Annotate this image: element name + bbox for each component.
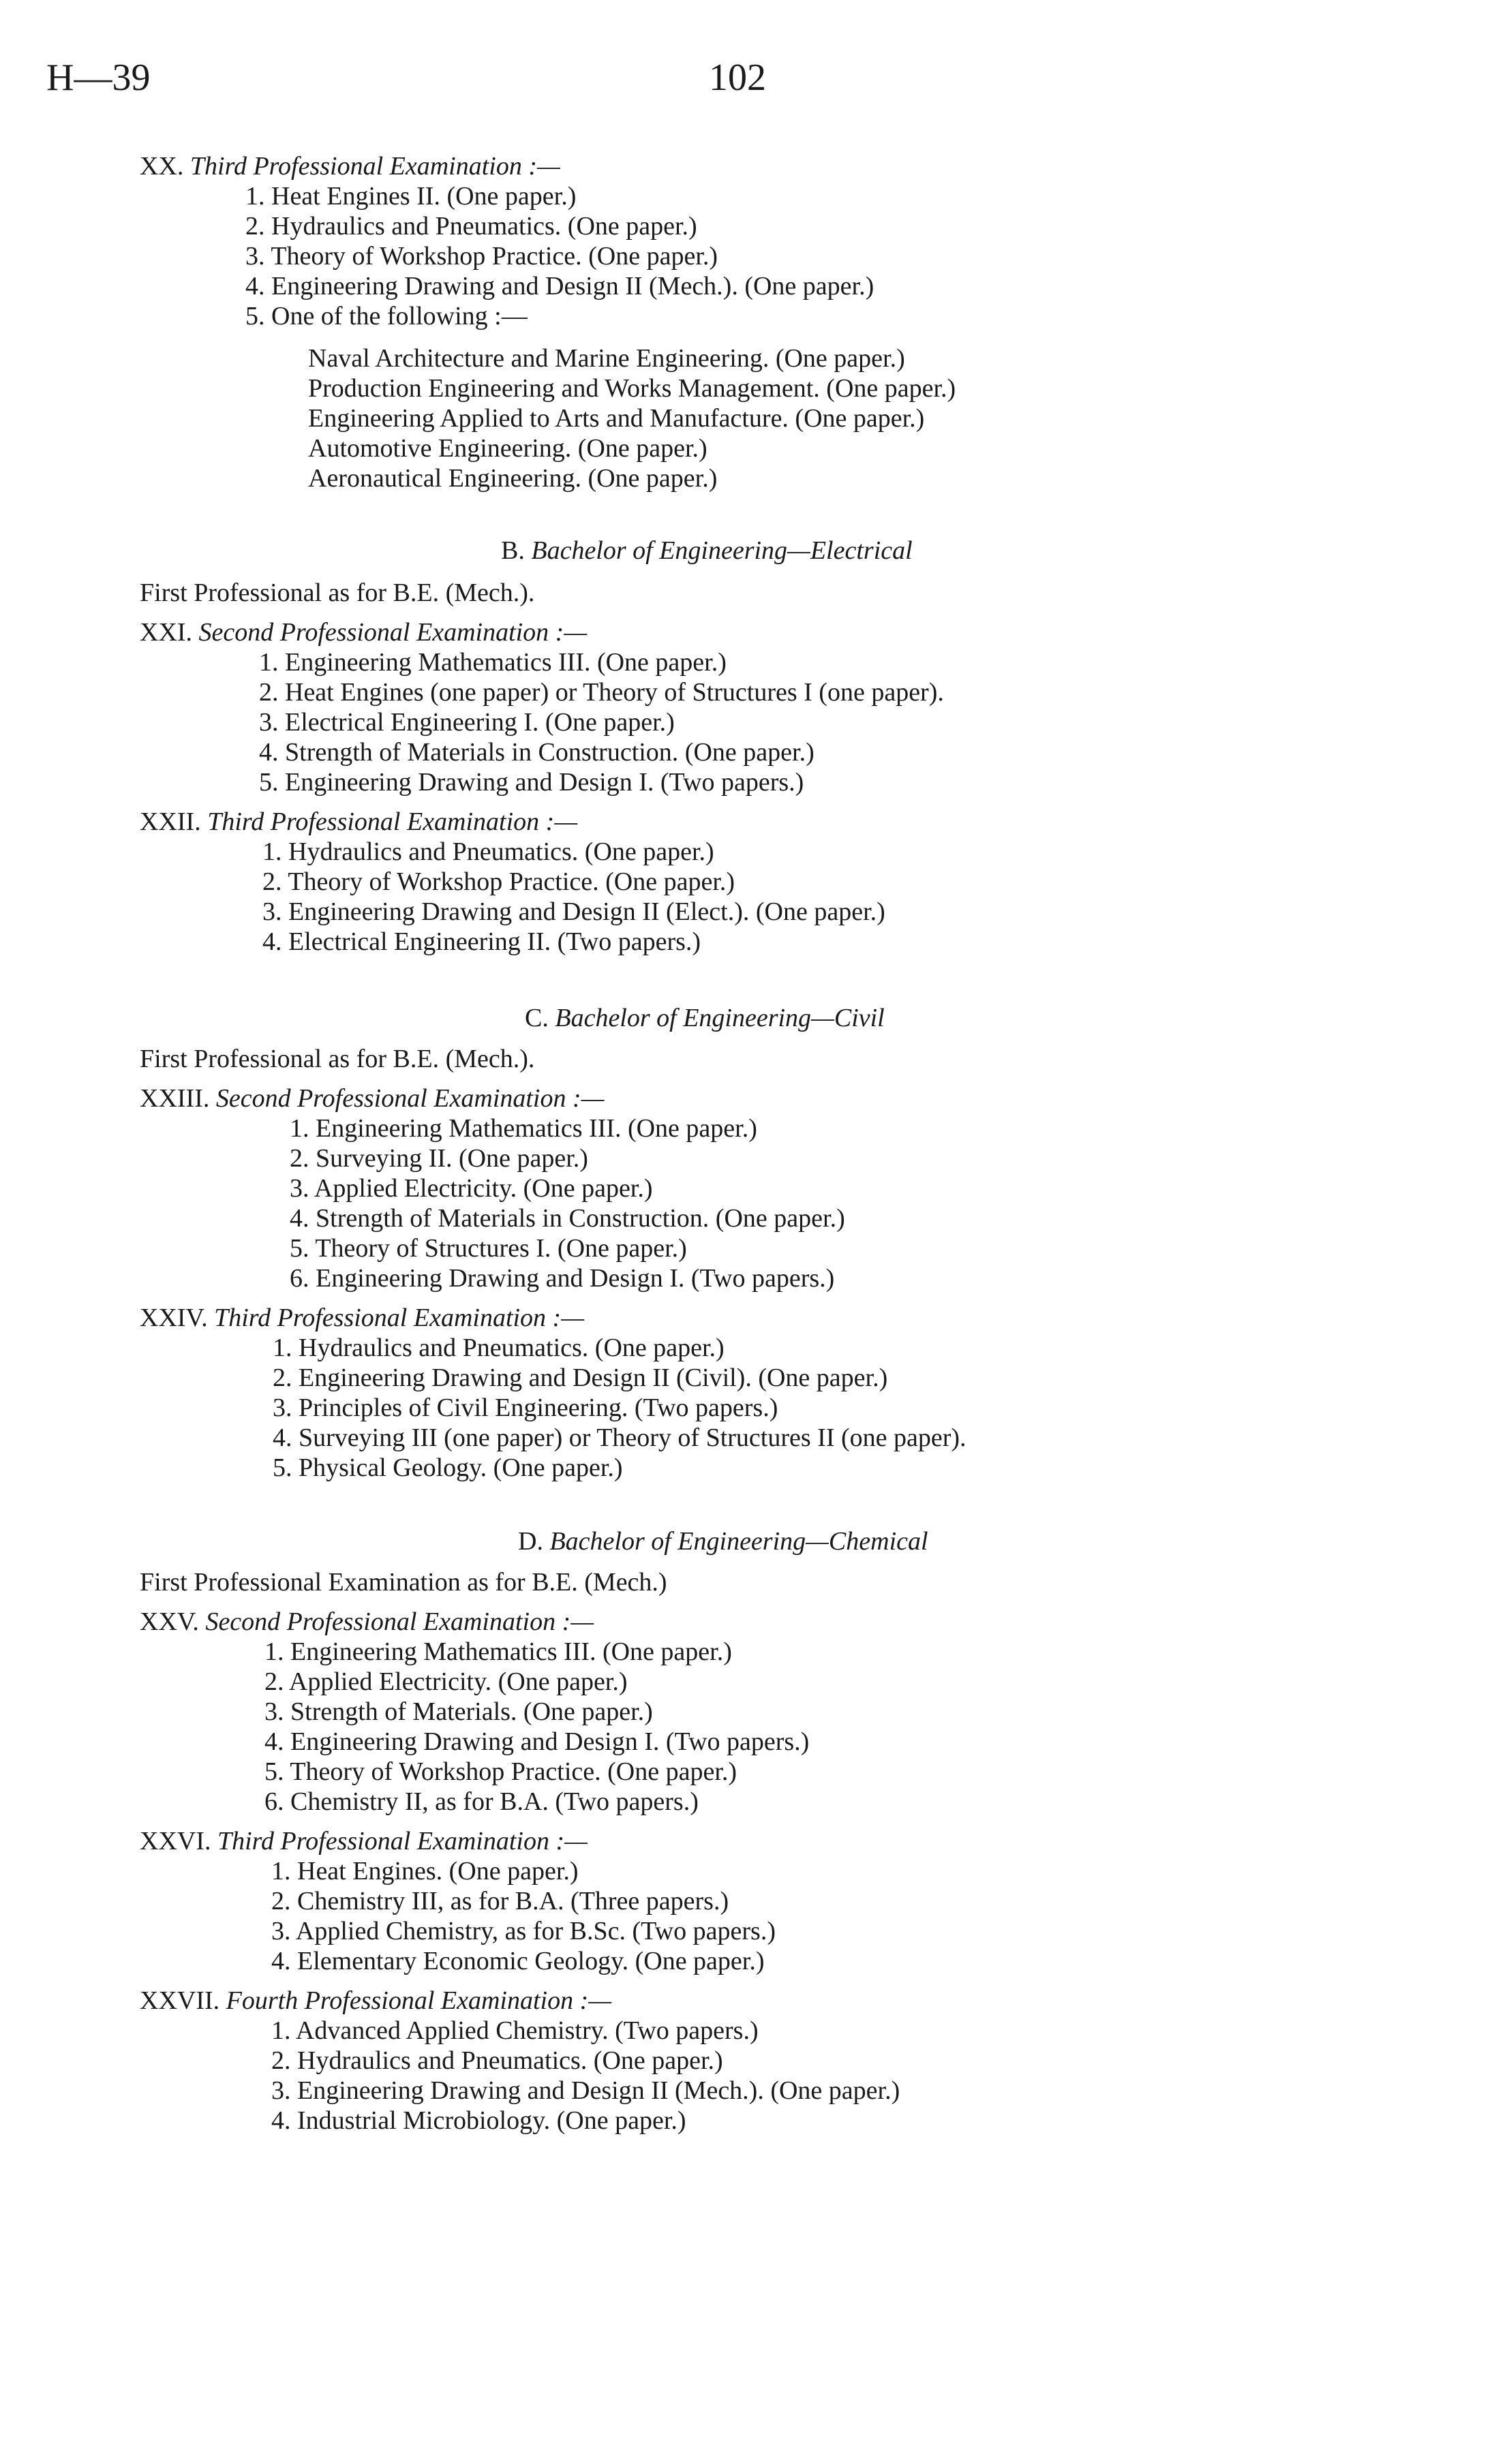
- option-item: Automotive Engineering. (One paper.): [308, 434, 707, 463]
- list-item: 1. Heat Engines. (One paper.): [271, 1857, 579, 1885]
- list-item: 1. Hydraulics and Pneumatics. (One paper.): [273, 1334, 725, 1362]
- list-item: 1. Advanced Applied Chemistry. (Two papers.): [271, 2016, 759, 2045]
- part-letter: C.: [525, 1004, 549, 1032]
- section-numeral: XXIII.: [140, 1084, 210, 1113]
- list-item: 5. Engineering Drawing and Design I. (Two papers.): [259, 768, 804, 797]
- list-item: 2. Applied Electricity. (One paper.): [264, 1667, 628, 1696]
- section-numeral: XX.: [140, 152, 184, 181]
- list-item: 3. Applied Electricity. (One paper.): [290, 1174, 653, 1203]
- list-item: 3. Strength of Materials. (One paper.): [264, 1697, 653, 1726]
- list-item: 4. Elementary Economic Geology. (One paper.): [271, 1947, 765, 1975]
- list-item: 4. Engineering Drawing and Design II (Mech.). (One paper.): [245, 272, 874, 301]
- list-item: 5. One of the following :—: [245, 302, 528, 330]
- section-heading: [140, 151, 560, 181]
- section-title: Third Professional Examination :—: [189, 152, 560, 181]
- part-heading: [525, 1003, 885, 1033]
- list-item: 5. Theory of Structures I. (One paper.): [290, 1234, 687, 1263]
- section-heading: [140, 1303, 584, 1333]
- page-number: 102: [709, 57, 766, 99]
- section-heading: [140, 1826, 588, 1856]
- part-title: Bachelor of Engineering—Civil: [555, 1004, 885, 1032]
- part-title: Bachelor of Engineering—Chemical: [549, 1527, 928, 1556]
- part-letter: B.: [501, 536, 525, 565]
- section-title: Third Professional Examination :—: [207, 807, 578, 836]
- section-title: Second Professional Examination :—: [205, 1607, 594, 1636]
- section-title: Third Professional Examination :—: [214, 1304, 585, 1332]
- part-title: Bachelor of Engineering—Electrical: [531, 536, 913, 565]
- list-item: 2. Theory of Workshop Practice. (One paper.): [262, 867, 735, 896]
- list-item: 2. Hydraulics and Pneumatics. (One paper.): [271, 2046, 723, 2075]
- first-professional-note: First Professional as for B.E. (Mech.).: [140, 579, 535, 607]
- list-item: 4. Strength of Materials in Construction. (One paper.): [290, 1204, 845, 1233]
- section-heading: [140, 1607, 594, 1637]
- list-item: 2. Surveying II. (One paper.): [290, 1144, 588, 1173]
- list-item: 4. Surveying III (one paper) or Theory of Structures II (one paper).: [273, 1423, 966, 1452]
- part-letter: D.: [518, 1527, 543, 1556]
- list-item: 6. Chemistry II, as for B.A. (Two papers.): [264, 1787, 699, 1816]
- list-item: 2. Chemistry III, as for B.A. (Three papers.): [271, 1887, 729, 1915]
- section-heading: [140, 807, 577, 837]
- list-item: 1. Heat Engines II. (One paper.): [245, 182, 577, 211]
- section-title: Fourth Professional Examination :—: [226, 1986, 612, 2015]
- list-item: 3. Theory of Workshop Practice. (One paper.): [245, 242, 718, 271]
- option-item: Naval Architecture and Marine Engineering. (One paper.): [308, 344, 905, 373]
- section-numeral: XXV.: [140, 1607, 199, 1636]
- list-item: 2. Hydraulics and Pneumatics. (One paper.): [245, 212, 697, 241]
- list-item: 1. Engineering Mathematics III. (One paper.): [264, 1637, 732, 1666]
- section-title: Second Professional Examination :—: [198, 618, 588, 647]
- option-item: Engineering Applied to Arts and Manufacture. (One paper.): [308, 404, 925, 433]
- list-item: 1. Hydraulics and Pneumatics. (One paper.): [262, 837, 714, 866]
- list-item: 4. Industrial Microbiology. (One paper.): [271, 2106, 686, 2135]
- section-numeral: XXVI.: [140, 1827, 211, 1855]
- section-heading: [140, 1083, 604, 1113]
- list-item: 2. Engineering Drawing and Design II (Civil). (One paper.): [273, 1364, 888, 1392]
- first-professional-note: First Professional as for B.E. (Mech.).: [140, 1045, 535, 1073]
- section-title: Second Professional Examination :—: [215, 1084, 605, 1113]
- section-numeral: XXII.: [140, 807, 201, 836]
- part-heading: [501, 536, 913, 566]
- section-numeral: XXVII.: [140, 1986, 220, 2015]
- list-item: 2. Heat Engines (one paper) or Theory of Structures I (one paper).: [259, 678, 944, 707]
- list-item: 3. Electrical Engineering I. (One paper.): [259, 708, 675, 737]
- first-professional-note: First Professional Examination as for B.E. (Mech.): [140, 1568, 667, 1597]
- list-item: 1. Engineering Mathematics III. (One paper.): [259, 648, 727, 677]
- section-numeral: XXIV.: [140, 1304, 208, 1332]
- list-item: 5. Physical Geology. (One paper.): [273, 1453, 623, 1482]
- list-item: 4. Electrical Engineering II. (Two papers.): [262, 927, 701, 956]
- list-item: 6. Engineering Drawing and Design I. (Two papers.): [290, 1264, 835, 1293]
- option-item: Aeronautical Engineering. (One paper.): [308, 464, 718, 493]
- section-heading: [140, 617, 587, 647]
- option-item: Production Engineering and Works Management. (One paper.): [308, 374, 956, 403]
- list-item: 3. Principles of Civil Engineering. (Two papers.): [273, 1393, 778, 1422]
- list-item: 3. Engineering Drawing and Design II (Mech.). (One paper.): [271, 2076, 900, 2105]
- section-numeral: XXI.: [140, 618, 193, 647]
- list-item: 4. Strength of Materials in Construction. (One paper.): [259, 738, 815, 767]
- list-item: 3. Engineering Drawing and Design II (Elect.). (One paper.): [262, 897, 885, 926]
- list-item: 4. Engineering Drawing and Design I. (Two papers.): [264, 1727, 810, 1756]
- part-heading: [518, 1526, 928, 1556]
- list-item: 3. Applied Chemistry, as for B.Sc. (Two papers.): [271, 1917, 776, 1945]
- section-title: Third Professional Examination :—: [217, 1827, 588, 1855]
- list-item: 5. Theory of Workshop Practice. (One paper.): [264, 1757, 737, 1786]
- section-heading: [140, 1986, 611, 2016]
- list-item: 1. Engineering Mathematics III. (One paper.): [290, 1114, 757, 1143]
- document-id: H—39: [46, 57, 151, 99]
